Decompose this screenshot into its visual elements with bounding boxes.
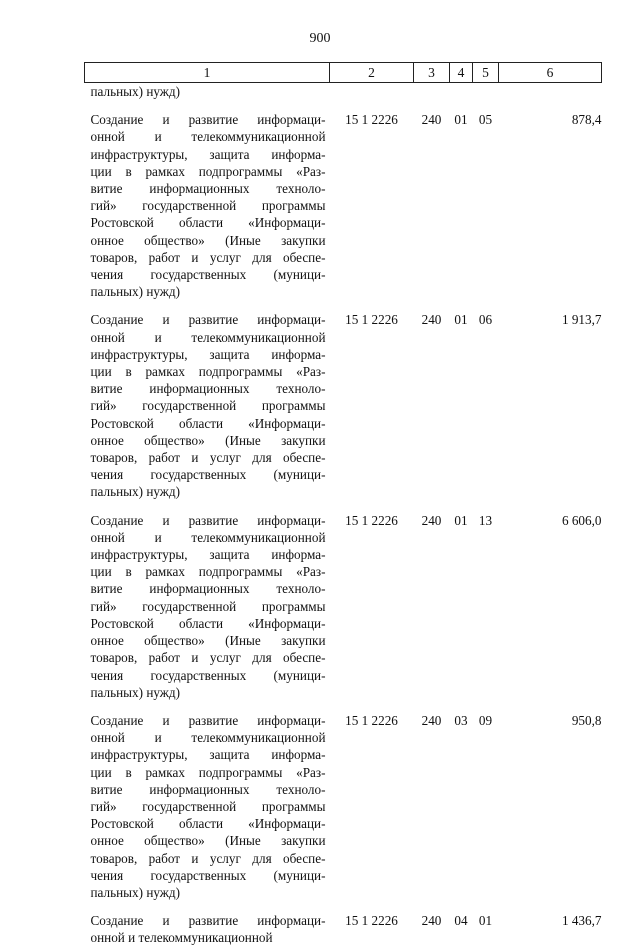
continuation-text: [85, 83, 330, 101]
description-line: товаров, работ и услуг для обеспе-: [90, 249, 326, 265]
target-article-code: 15 1 2226: [345, 712, 398, 728]
description-line: онной и телекоммуникационной: [90, 529, 326, 545]
description-line: витие информационных техноло-: [90, 381, 326, 397]
description-line: чения государственных (муници-: [90, 267, 326, 283]
row-description: [85, 712, 330, 901]
description-line: инфраструктуры, защита информа-: [90, 547, 326, 563]
description-line: витие информационных техноло-: [90, 181, 326, 197]
budget-table: [84, 62, 602, 947]
section-code: 04: [454, 913, 468, 929]
description-line: онной и телекоммуникационной: [90, 730, 326, 746]
table-row: [85, 512, 602, 701]
expense-type-code: 240: [421, 712, 442, 728]
column-header-3: 3: [414, 63, 450, 83]
description-line: пальных) нужд): [90, 884, 181, 900]
description-line: товаров, работ и услуг для обеспе-: [90, 450, 326, 466]
description-line: ции в рамках подпрограммы «Раз-: [90, 364, 326, 380]
description-line: Ростовской области «Информаци-: [90, 816, 326, 832]
description-line: Создание и развитие информаци-: [90, 913, 326, 929]
continuation-row: [85, 83, 602, 101]
description-line: инфраструктуры, защита информа-: [90, 747, 326, 763]
amount-value: 1 913,7: [561, 312, 602, 328]
table-row: [85, 712, 602, 901]
description-line: товаров, работ и услуг для обеспе-: [90, 850, 326, 866]
section-code: 03: [454, 712, 468, 728]
target-article-code: 15 1 2226: [345, 112, 398, 128]
amount-value: 1 436,7: [561, 913, 602, 929]
description-line: чения государственных (муници-: [90, 667, 326, 683]
subsection-code: 01: [478, 913, 493, 929]
row-spacer: [85, 501, 602, 512]
column-header-4: 4: [450, 63, 473, 83]
description-line: чения государственных (муници-: [90, 867, 326, 883]
description-line: Ростовской области «Информаци-: [90, 215, 326, 231]
expense-type-code: 240: [421, 312, 442, 328]
description-line: Ростовской области «Информаци-: [90, 615, 326, 631]
expense-type-code: 240: [421, 913, 442, 929]
description-line: ции в рамках подпрограммы «Раз-: [90, 564, 326, 580]
description-line: пальных) нужд): [90, 284, 181, 300]
page-number: 900: [309, 31, 331, 46]
expense-type-code: 240: [421, 512, 442, 528]
description-line: онное общество» (Иные закупки: [90, 232, 326, 248]
description-line: онной и телекоммуникационной: [90, 930, 273, 946]
table-header: [85, 63, 602, 83]
row-spacer: [85, 701, 602, 712]
row-spacer: [85, 300, 602, 311]
expense-type-code: 240: [421, 112, 442, 128]
description-line: онной и телекоммуникационной: [90, 129, 326, 145]
description-line: гий» государственной программы: [90, 398, 326, 414]
description-line: пальных) нужд): [90, 684, 181, 700]
description-line: гий» государственной программы: [90, 598, 326, 614]
table-row: [85, 311, 602, 500]
description-line: витие информационных техноло-: [90, 781, 326, 797]
amount-value: 878,4: [571, 112, 602, 128]
table-body: [85, 83, 602, 947]
description-line: Создание и развитие информаци-: [90, 712, 326, 728]
column-header-2: 2: [330, 63, 414, 83]
row-description: [85, 512, 330, 701]
description-line: гий» государственной программы: [90, 798, 326, 814]
row-spacer: [85, 100, 602, 111]
description-line: ции в рамках подпрограммы «Раз-: [90, 764, 326, 780]
description-line: пальных) нужд): [90, 484, 181, 500]
description-line: Создание и развитие информаци-: [90, 112, 326, 128]
amount-value: 950,8: [571, 712, 602, 728]
description-line: инфраструктуры, защита информа-: [90, 346, 326, 362]
column-header-5: 5: [473, 63, 499, 83]
row-spacer: [85, 901, 602, 912]
row-description: [85, 311, 330, 500]
section-code: 01: [454, 512, 468, 528]
row-description: [85, 912, 330, 946]
amount-value: 6 606,0: [561, 512, 602, 528]
description-line: Ростовской области «Информаци-: [90, 415, 326, 431]
subsection-code: 09: [478, 712, 493, 728]
target-article-code: 15 1 2226: [345, 512, 398, 528]
column-header-6: 6: [499, 63, 602, 83]
description-line: онное общество» (Иные закупки: [90, 432, 326, 448]
description-line: инфраструктуры, защита информа-: [90, 146, 326, 162]
subsection-code: 05: [478, 112, 493, 128]
description-line: витие информационных техноло-: [90, 581, 326, 597]
target-article-code: 15 1 2226: [345, 312, 398, 328]
description-line: пальных) нужд): [90, 84, 181, 99]
table-row: [85, 912, 602, 946]
section-code: 01: [454, 312, 468, 328]
description-line: онное общество» (Иные закупки: [90, 633, 326, 649]
description-line: гий» государственной программы: [90, 198, 326, 214]
description-line: ции в рамках подпрограммы «Раз-: [90, 163, 326, 179]
description-line: Создание и развитие информаци-: [90, 512, 326, 528]
description-line: товаров, работ и услуг для обеспе-: [90, 650, 326, 666]
column-header-1: 1: [85, 63, 330, 83]
description-line: Создание и развитие информаци-: [90, 312, 326, 328]
description-line: онной и телекоммуникационной: [90, 329, 326, 345]
subsection-code: 13: [478, 512, 493, 528]
table-row: [85, 111, 602, 300]
header-row: [85, 63, 602, 83]
subsection-code: 06: [478, 312, 493, 328]
section-code: 01: [454, 112, 468, 128]
description-line: чения государственных (муници-: [90, 467, 326, 483]
row-description: [85, 111, 330, 300]
description-line: онное общество» (Иные закупки: [90, 833, 326, 849]
target-article-code: 15 1 2226: [345, 913, 398, 929]
